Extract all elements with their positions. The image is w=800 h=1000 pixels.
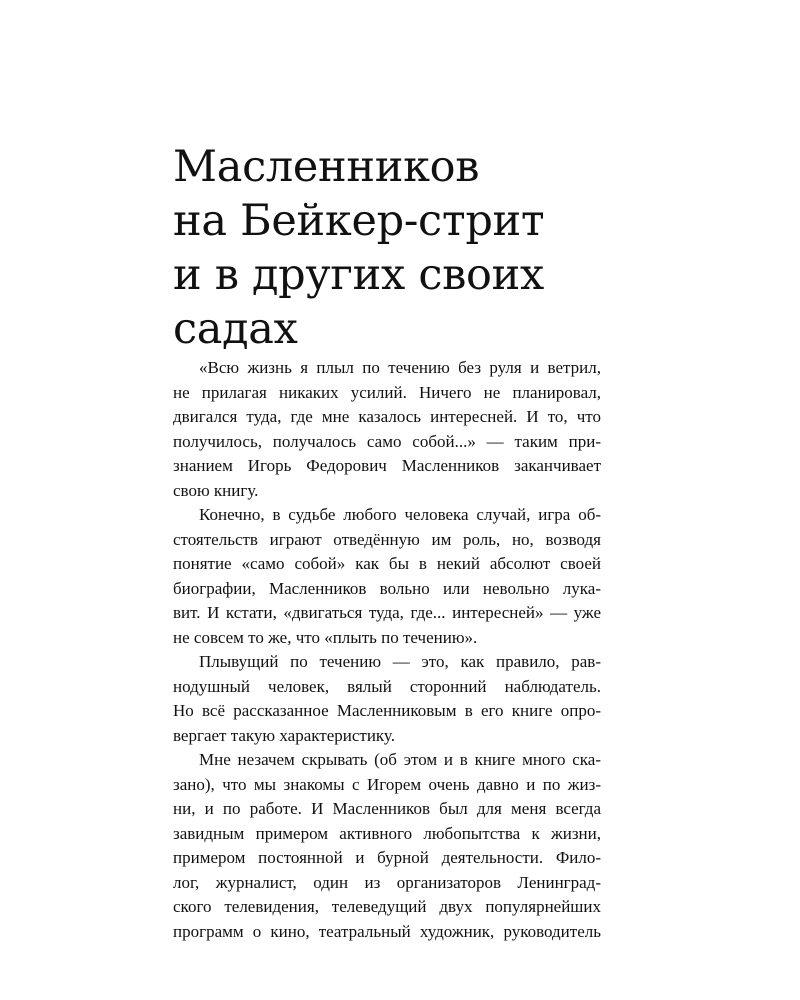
text-line: «Всю жизнь я плыл по течению без руля и ветрил, [199, 358, 601, 377]
text-line: лог, журналист, один из организаторов Ленинград- [173, 872, 601, 892]
text-line: вит. И кстати, «двигаться туда, где... интересней» — уже [173, 603, 601, 622]
text-line: знанием Игорь Федорович Масленников заканчивает [173, 456, 601, 475]
chapter-title-line: на Бейкер-стрит [173, 196, 545, 246]
text-line: вергает такую характеристику. [173, 725, 395, 745]
chapter-title-line: Масленников [173, 142, 480, 192]
text-line: понятие «само собой» как бы в некий абсолют своей [173, 554, 601, 573]
text-line: получилось, получалось само собой...» — таким при- [173, 431, 601, 451]
text-line: не прилагая никаких усилий. Ничего не планировал, [173, 382, 601, 402]
paragraph [173, 650, 601, 748]
paragraph [173, 503, 601, 650]
text-line: Плывущий по течению — это, как правило, рав- [199, 652, 601, 671]
text-line: не совсем то же, что «плыть по течению». [173, 627, 478, 647]
text-line: зано), что мы знакомы с Игорем очень давно и по жиз- [173, 774, 601, 794]
text-line: свою книгу. [173, 480, 259, 500]
text-line: Но всё рассказанное Масленниковым в его книге опро- [173, 701, 601, 720]
text-line: ского телевидения, телеведущий двух популярнейших [173, 897, 601, 916]
text-line: ни, и по работе. И Масленников был для меня всегда [173, 799, 601, 818]
text-line: примером постоянной и бурной деятельности. Фило- [173, 848, 601, 867]
paragraph [173, 748, 601, 944]
paragraph [173, 356, 601, 503]
text-line: двигался туда, где мне казалось интересней. И то, что [173, 407, 601, 426]
chapter-title-line: и в других своих [173, 250, 544, 300]
text-line: биографии, Масленников вольно или невольно лука- [173, 578, 601, 598]
chapter-title-line: садах [173, 304, 298, 354]
text-line: стоятельств играют отведённую им роль, но, возводя [173, 529, 601, 549]
text-line: Конечно, в судьбе любого человека случай, игра об- [199, 505, 601, 524]
body-text [173, 356, 601, 944]
text-line: нодушный человек, вялый сторонний наблюдатель. [173, 676, 601, 696]
text-line: программ о кино, театральный художник, руководитель [173, 921, 601, 941]
text-line: завидным примером активного любопытства к жизни, [173, 823, 601, 843]
text-line: Мне незачем скрывать (об этом и в книге много ска- [199, 750, 601, 769]
chapter-title [173, 140, 693, 356]
